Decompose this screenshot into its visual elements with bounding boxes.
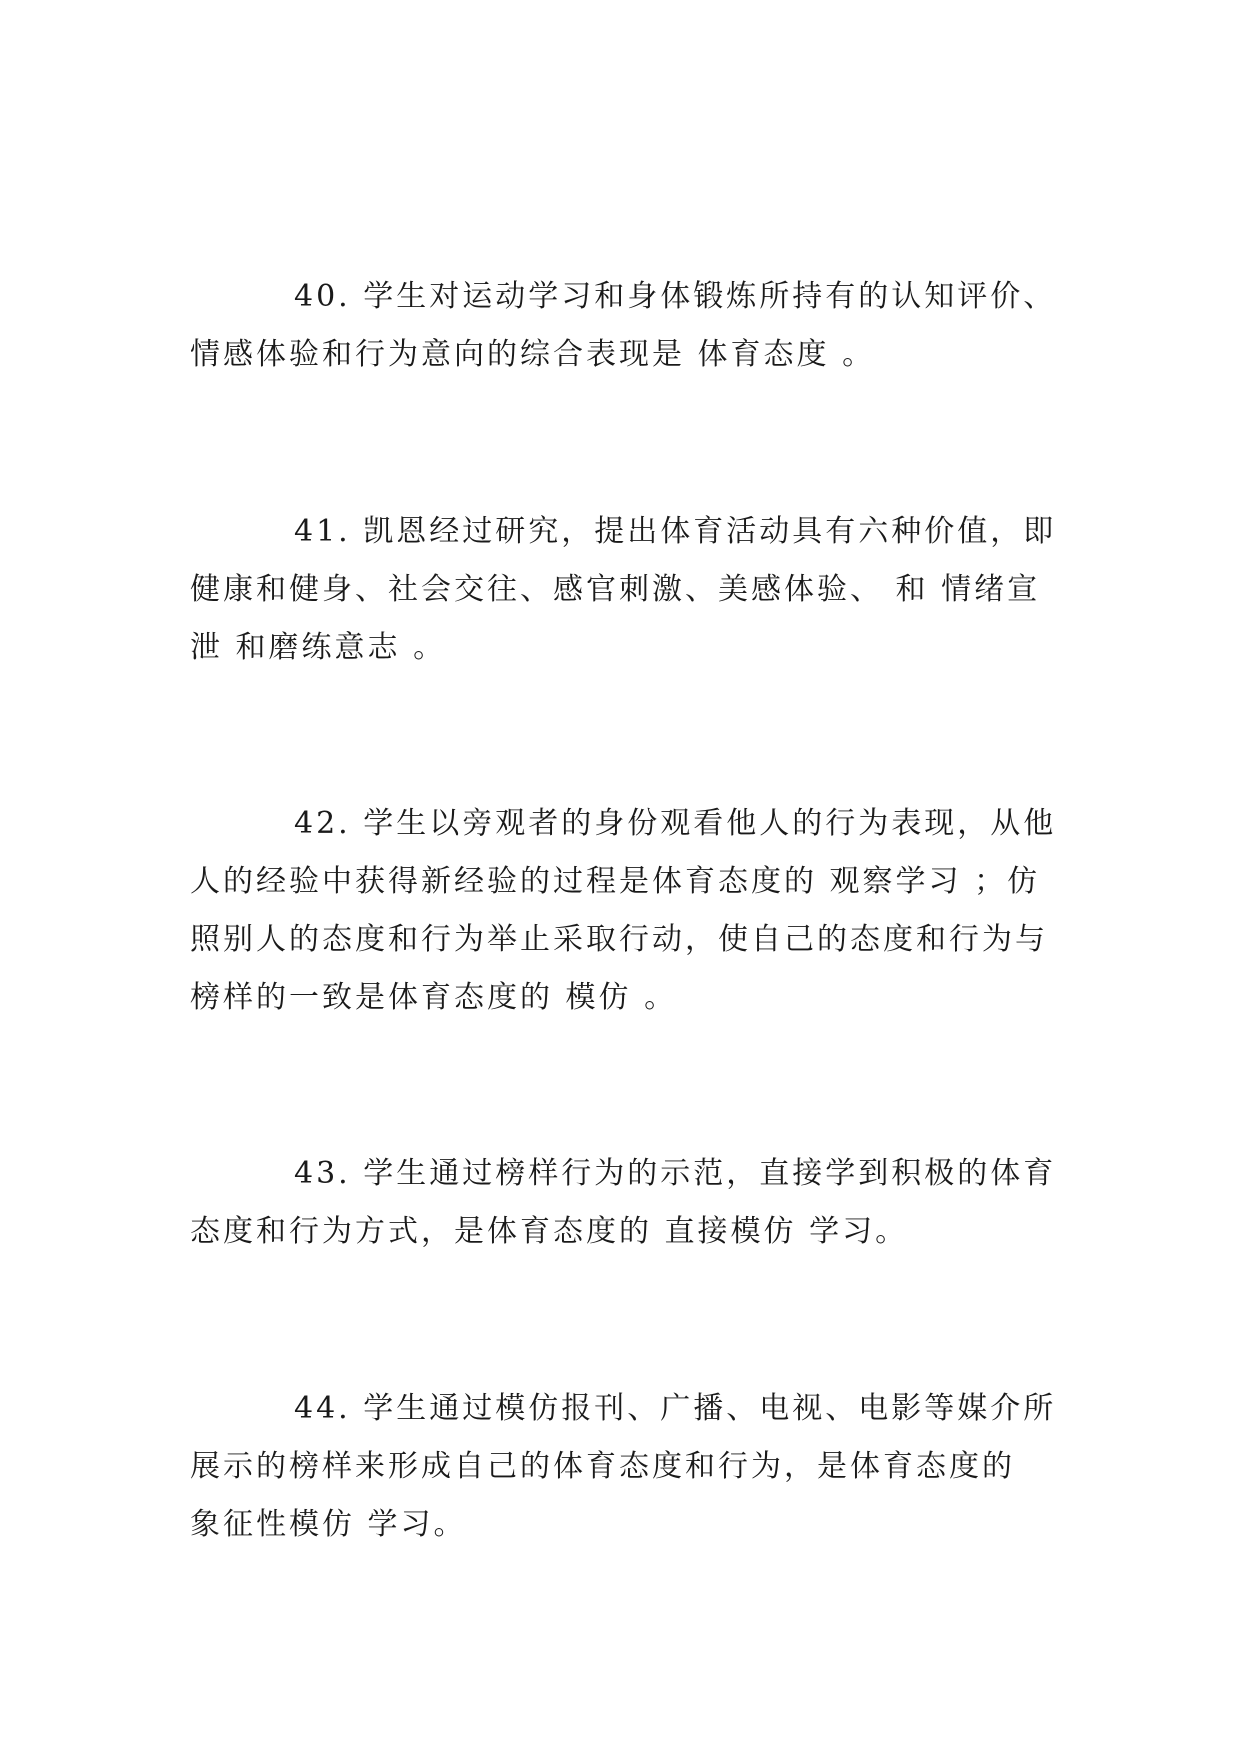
- question-43: [190, 1145, 1080, 1261]
- question-43-line-1: 43. 学生通过榜样行为的示范，直接学到积极的体育: [294, 1156, 1057, 1191]
- question-40: [190, 268, 1080, 384]
- question-42: [190, 795, 1080, 1027]
- question-42-line-3: 照别人的态度和行为举止采取行动，使自己的态度和行为与: [190, 922, 1048, 957]
- question-42-line-1: 42. 学生以旁观者的身份观看他人的行为表现，从他: [294, 806, 1057, 841]
- question-44-line-3: 象征性模仿 学习。: [190, 1507, 467, 1542]
- question-41: [190, 503, 1080, 677]
- question-44-line-2: 展示的榜样来形成自己的体育态度和行为，是体育态度的: [190, 1449, 1015, 1484]
- question-40-line-2: 情感体验和行为意向的综合表现是 体育态度 。: [190, 337, 876, 372]
- question-44-line-1: 44. 学生通过模仿报刊、广播、电视、电影等媒介所: [294, 1391, 1057, 1426]
- question-42-line-4: 榜样的一致是体育态度的 模仿 。: [190, 980, 678, 1015]
- question-40-line-1: 40. 学生对运动学习和身体锻炼所持有的认知评价、: [294, 279, 1057, 314]
- question-41-line-3: 泄 和磨练意志 。: [190, 630, 447, 665]
- question-41-line-2: 健康和健身、社会交往、感官刺激、美感体验、 和 情绪宣: [190, 572, 1041, 607]
- question-42-line-2: 人的经验中获得新经验的过程是体育态度的 观察学习 ；仿: [190, 864, 1041, 899]
- question-44: [190, 1380, 1080, 1554]
- question-41-line-1: 41. 凯恩经过研究，提出体育活动具有六种价值，即: [294, 514, 1057, 549]
- question-43-line-2: 态度和行为方式，是体育态度的 直接模仿 学习。: [190, 1214, 909, 1249]
